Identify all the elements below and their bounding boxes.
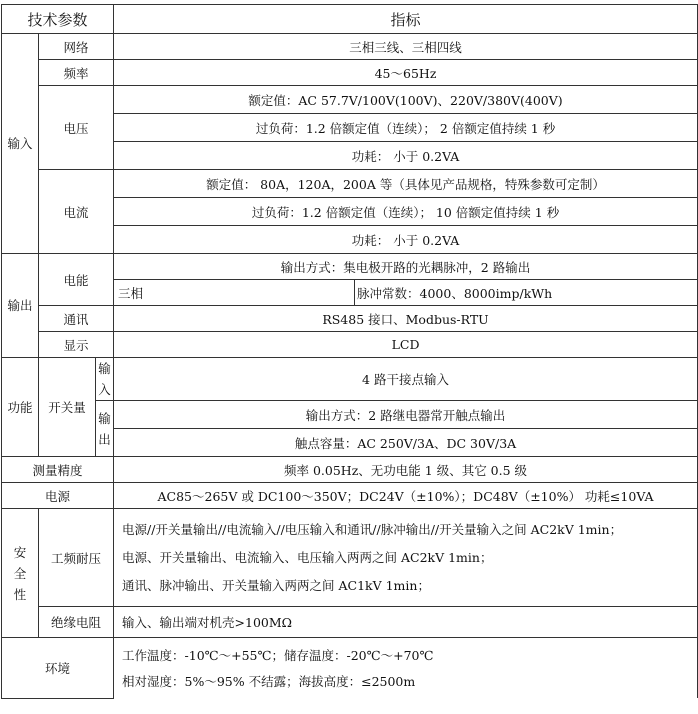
voltage-overload: 过负荷：1.2 倍额定值（连续）； 2 倍额定值持续 1 秒 — [114, 114, 698, 142]
withstand-line-1: 电源//开关量输出//电流输入//电压输入和通讯//脉冲输出//开关量输入之间 AC2kV 1min； — [114, 509, 698, 544]
table-row — [2, 332, 698, 358]
header-row — [2, 5, 698, 34]
accuracy-label: 测量精度 — [2, 457, 114, 483]
energy-label: 电能 — [39, 254, 114, 306]
withstand-label: 工频耐压 — [39, 509, 114, 607]
frequency-value: 45～65Hz — [114, 60, 698, 86]
environment-label: 环境 — [2, 638, 114, 699]
switch-out-mode: 输出方式：2 路继电器常开触点输出 — [114, 401, 698, 429]
switch-in-label: 输入 — [96, 358, 114, 401]
table-row — [2, 34, 698, 60]
table-row — [2, 358, 698, 401]
voltage-label: 电压 — [39, 86, 114, 170]
switch-out-label: 输出 — [96, 401, 114, 457]
network-label: 网络 — [39, 34, 114, 60]
accuracy-value: 频率 0.05Hz、无功电能 1 级、其它 0.5 级 — [114, 457, 698, 483]
energy-phase: 三相 — [114, 280, 355, 306]
network-value: 三相三线、三相四线 — [114, 34, 698, 60]
current-power: 功耗： 小于 0.2VA — [114, 226, 698, 254]
switch-out-capacity: 触点容量：AC 250V/3A、DC 30V/3A — [114, 429, 698, 457]
table-row — [2, 306, 698, 332]
table-row — [2, 483, 698, 509]
voltage-power: 功耗： 小于 0.2VA — [114, 142, 698, 170]
switch-in-value: 4 路干接点输入 — [114, 358, 698, 401]
current-label: 电流 — [39, 170, 114, 254]
safety-group-label: 安全性 — [2, 509, 39, 638]
table-row — [2, 254, 698, 280]
comm-value: RS485 接口、Modbus-RTU — [114, 306, 698, 332]
table-row — [2, 607, 698, 638]
power-supply-value: AC85～265V 或 DC100～350V；DC24V（±10%）；DC48V（±10%） 功耗≤10VA — [114, 483, 698, 509]
table-row — [2, 401, 698, 429]
output-group-label: 输出 — [2, 254, 39, 358]
comm-label: 通讯 — [39, 306, 114, 332]
header-index: 指标 — [114, 5, 698, 34]
withstand-line-2: 电源、开关量输出、电流输入、电压输入两两之间 AC2kV 1min； — [114, 543, 698, 570]
insulation-value: 输入、输出端对机壳>100MΩ — [114, 607, 698, 638]
function-group-label: 功能 — [2, 358, 39, 457]
environment-humidity: 相对湿度：5%～95% 不结露；海拔高度：≤2500m — [114, 668, 698, 698]
spec-table — [1, 4, 698, 699]
energy-pulse: 脉冲常数：4000、8000imp/kWh — [355, 280, 698, 306]
voltage-rated: 额定值：AC 57.7V/100V(100V)、220V/380V(400V) — [114, 86, 698, 114]
table-row — [2, 457, 698, 483]
switch-label: 开关量 — [39, 358, 96, 457]
power-supply-label: 电源 — [2, 483, 114, 509]
display-label: 显示 — [39, 332, 114, 358]
table-row — [2, 86, 698, 114]
current-overload: 过负荷：1.2 倍额定值（连续）； 10 倍额定值持续 1 秒 — [114, 198, 698, 226]
table-row — [2, 170, 698, 198]
energy-mode: 输出方式：集电极开路的光耦脉冲，2 路输出 — [114, 254, 698, 280]
withstand-line-3: 通讯、脉冲输出、开关量输入两两之间 AC1kV 1min； — [114, 570, 698, 607]
table-row — [2, 638, 698, 669]
table-row — [2, 509, 698, 544]
current-rated: 额定值： 80A，120A，200A 等（具体见产品规格，特殊参数可定制） — [114, 170, 698, 198]
display-value: LCD — [114, 332, 698, 358]
header-param: 技术参数 — [2, 5, 114, 34]
table-row — [2, 60, 698, 86]
environment-temperature: 工作温度：-10℃～+55℃；储存温度：-20℃～+70℃ — [114, 638, 698, 669]
frequency-label: 频率 — [39, 60, 114, 86]
input-group-label: 输入 — [2, 34, 39, 254]
insulation-label: 绝缘电阻 — [39, 607, 114, 638]
